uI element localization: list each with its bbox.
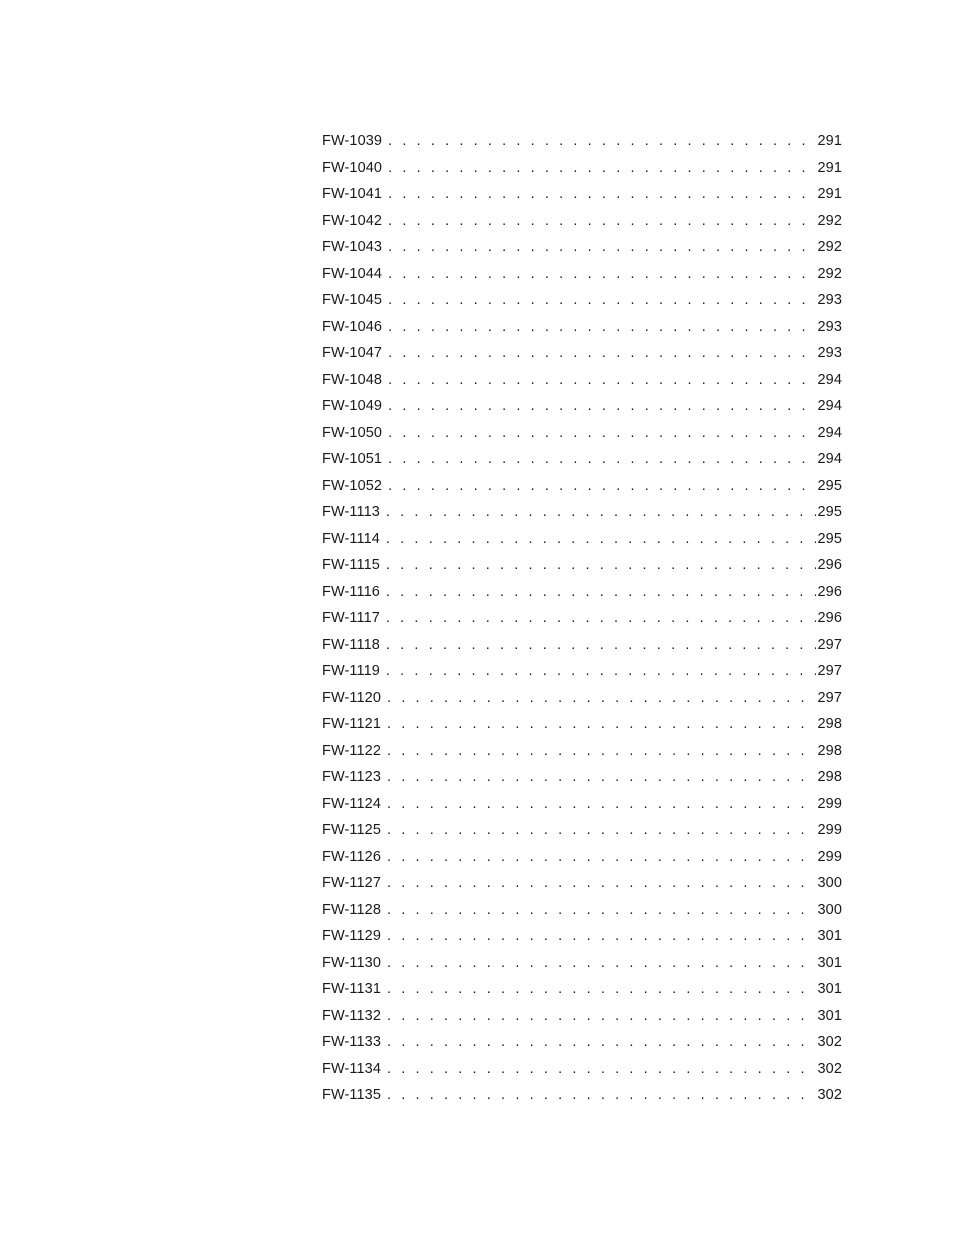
toc-entry-label: FW-1113 bbox=[322, 504, 380, 520]
toc-entry-page-number: 291 bbox=[817, 159, 842, 176]
toc-entry-label: FW-1135 bbox=[322, 1087, 381, 1103]
toc-entry-page-number: 297 bbox=[817, 689, 842, 706]
toc-entry-page-number: 300 bbox=[817, 901, 842, 918]
toc-entry-label: FW-1051 bbox=[322, 451, 383, 467]
toc-entry-page-number: 294 bbox=[817, 424, 842, 441]
toc-dot-leader bbox=[388, 478, 815, 494]
toc-entry[interactable] bbox=[322, 398, 842, 425]
toc-entry[interactable] bbox=[322, 345, 842, 372]
toc-dot-leader bbox=[387, 1061, 816, 1077]
toc-entry-label: FW-1129 bbox=[322, 928, 381, 944]
toc-dot-leader bbox=[387, 1087, 816, 1103]
toc-entry[interactable] bbox=[322, 160, 842, 187]
toc-entry-page-number: 294 bbox=[817, 451, 842, 467]
toc-entry[interactable] bbox=[322, 1008, 842, 1035]
toc-dot-leader bbox=[388, 160, 815, 176]
toc-entry[interactable] bbox=[322, 531, 842, 558]
toc-entry-page-number: 299 bbox=[817, 795, 842, 812]
toc-entry[interactable] bbox=[322, 637, 842, 664]
toc-entry-label: FW-1134 bbox=[322, 1060, 381, 1077]
toc-dot-leader bbox=[388, 319, 815, 335]
toc-entry-page-number: 296 bbox=[817, 610, 842, 626]
toc-dot-leader bbox=[387, 822, 816, 838]
toc-entry[interactable] bbox=[322, 690, 842, 717]
toc-entry-page-number: 299 bbox=[817, 848, 842, 865]
toc-entry-page-number: 299 bbox=[817, 822, 842, 838]
toc-entry[interactable] bbox=[322, 213, 842, 240]
toc-entry-page-number: 295 bbox=[817, 477, 842, 494]
toc-dot-leader bbox=[388, 398, 815, 414]
toc-entry-label: FW-1118 bbox=[322, 636, 380, 653]
toc-entry-label: FW-1131 bbox=[322, 981, 381, 997]
toc-entry-page-number: 297 bbox=[817, 663, 842, 679]
toc-entry[interactable] bbox=[322, 875, 842, 902]
toc-entry-label: FW-1042 bbox=[322, 212, 383, 229]
toc-dot-leader bbox=[387, 1034, 816, 1050]
toc-dot-leader bbox=[387, 743, 816, 759]
toc-entry-page-number: 302 bbox=[817, 1087, 842, 1103]
toc-entry[interactable] bbox=[322, 822, 842, 849]
toc-entry-page-number: 297 bbox=[817, 636, 842, 653]
toc-entry[interactable] bbox=[322, 557, 842, 584]
toc-entry-label: FW-1039 bbox=[322, 133, 383, 149]
toc-dot-leader bbox=[387, 955, 816, 971]
toc-entry-page-number: 300 bbox=[817, 875, 842, 891]
toc-entry[interactable] bbox=[322, 769, 842, 796]
toc-dot-leader bbox=[388, 425, 815, 441]
toc-dot-leader bbox=[388, 213, 815, 229]
toc-entry[interactable] bbox=[322, 981, 842, 1008]
toc-entry-page-number: 291 bbox=[817, 186, 842, 202]
toc-entry[interactable] bbox=[322, 239, 842, 266]
toc-entry[interactable] bbox=[322, 1061, 842, 1088]
toc-entry-page-number: 301 bbox=[817, 954, 842, 971]
toc-entry[interactable] bbox=[322, 902, 842, 929]
toc-dot-leader bbox=[386, 504, 816, 520]
toc-entry-label: FW-1045 bbox=[322, 292, 383, 308]
toc-entry[interactable] bbox=[322, 266, 842, 293]
toc-entry-page-number: 295 bbox=[817, 504, 842, 520]
toc-dot-leader bbox=[387, 875, 816, 891]
toc-dot-leader bbox=[387, 716, 816, 732]
toc-entry-label: FW-1128 bbox=[322, 901, 381, 918]
toc-dot-leader bbox=[386, 584, 816, 600]
toc-dot-leader bbox=[387, 690, 816, 706]
toc-entry-page-number: 302 bbox=[817, 1060, 842, 1077]
toc-entry-label: FW-1115 bbox=[322, 557, 380, 573]
toc-dot-leader bbox=[387, 902, 816, 918]
toc-entry[interactable] bbox=[322, 319, 842, 346]
toc-entry[interactable] bbox=[322, 743, 842, 770]
toc-dot-leader bbox=[387, 1008, 816, 1024]
toc-entry-label: FW-1041 bbox=[322, 186, 383, 202]
toc-entry-page-number: 298 bbox=[817, 742, 842, 759]
toc-dot-leader bbox=[388, 266, 815, 282]
toc-entry[interactable] bbox=[322, 186, 842, 213]
toc-entry[interactable] bbox=[322, 1087, 842, 1114]
toc-entry[interactable] bbox=[322, 928, 842, 955]
toc-entry-label: FW-1120 bbox=[322, 689, 381, 706]
toc-entry-label: FW-1048 bbox=[322, 371, 383, 388]
toc-entry[interactable] bbox=[322, 796, 842, 823]
toc-entry-page-number: 294 bbox=[817, 398, 842, 414]
toc-entry-page-number: 298 bbox=[817, 769, 842, 785]
toc-dot-leader bbox=[388, 239, 815, 255]
toc-entry-label: FW-1052 bbox=[322, 477, 383, 494]
toc-entry-page-number: 301 bbox=[817, 981, 842, 997]
toc-entry-page-number: 296 bbox=[817, 583, 842, 600]
toc-entry-page-number: 301 bbox=[817, 1007, 842, 1024]
toc-entry[interactable] bbox=[322, 504, 842, 531]
toc-entry[interactable] bbox=[322, 716, 842, 743]
toc-entry-label: FW-1046 bbox=[322, 318, 383, 335]
toc-entry-page-number: 301 bbox=[817, 928, 842, 944]
toc-entry-page-number: 298 bbox=[817, 716, 842, 732]
toc-entry-label: FW-1044 bbox=[322, 265, 383, 282]
toc-entry-label: FW-1040 bbox=[322, 159, 383, 176]
toc-entry[interactable] bbox=[322, 584, 842, 611]
toc-dot-leader bbox=[388, 186, 815, 202]
toc-entry[interactable] bbox=[322, 372, 842, 399]
toc-entry-page-number: 293 bbox=[817, 292, 842, 308]
toc-dot-leader bbox=[387, 928, 816, 944]
toc-dot-leader bbox=[388, 133, 815, 149]
toc-entry-label: FW-1116 bbox=[322, 583, 380, 600]
toc-dot-leader bbox=[388, 292, 815, 308]
toc-entry-page-number: 296 bbox=[817, 557, 842, 573]
toc-dot-leader bbox=[386, 637, 816, 653]
toc-entry-label: FW-1119 bbox=[322, 663, 380, 679]
toc-entry-page-number: 293 bbox=[817, 345, 842, 361]
toc-dot-leader bbox=[386, 663, 816, 679]
toc-dot-leader bbox=[388, 372, 815, 388]
toc-dot-leader bbox=[387, 769, 816, 785]
toc-entry[interactable] bbox=[322, 1034, 842, 1061]
toc-entry-label: FW-1133 bbox=[322, 1034, 381, 1050]
toc-dot-leader bbox=[387, 981, 816, 997]
toc-entry[interactable] bbox=[322, 955, 842, 982]
toc-entry-page-number: 302 bbox=[817, 1034, 842, 1050]
toc-entry[interactable] bbox=[322, 292, 842, 319]
table-of-contents bbox=[322, 133, 842, 1114]
toc-entry-page-number: 292 bbox=[817, 212, 842, 229]
toc-entry-label: FW-1117 bbox=[322, 610, 380, 626]
toc-entry[interactable] bbox=[322, 610, 842, 637]
toc-entry-page-number: 294 bbox=[817, 371, 842, 388]
toc-entry-label: FW-1122 bbox=[322, 742, 381, 759]
toc-entry[interactable] bbox=[322, 663, 842, 690]
toc-entry-page-number: 295 bbox=[817, 530, 842, 547]
toc-entry-label: FW-1123 bbox=[322, 769, 381, 785]
toc-dot-leader bbox=[388, 345, 815, 361]
toc-dot-leader bbox=[386, 557, 816, 573]
toc-entry[interactable] bbox=[322, 425, 842, 452]
toc-entry-label: FW-1114 bbox=[322, 530, 380, 547]
toc-entry[interactable] bbox=[322, 478, 842, 505]
toc-entry-label: FW-1126 bbox=[322, 848, 381, 865]
toc-dot-leader bbox=[388, 451, 815, 467]
toc-dot-leader bbox=[387, 796, 816, 812]
toc-entry[interactable] bbox=[322, 451, 842, 478]
toc-entry-page-number: 293 bbox=[817, 318, 842, 335]
toc-entry-page-number: 291 bbox=[817, 133, 842, 149]
toc-entry[interactable] bbox=[322, 849, 842, 876]
toc-entry-page-number: 292 bbox=[817, 239, 842, 255]
toc-entry-label: FW-1049 bbox=[322, 398, 383, 414]
toc-entry-label: FW-1127 bbox=[322, 875, 381, 891]
toc-entry-label: FW-1121 bbox=[322, 716, 381, 732]
toc-dot-leader bbox=[386, 610, 816, 626]
toc-entry-label: FW-1124 bbox=[322, 795, 381, 812]
toc-dot-leader bbox=[387, 849, 816, 865]
toc-entry-label: FW-1125 bbox=[322, 822, 381, 838]
toc-dot-leader bbox=[386, 531, 816, 547]
toc-entry-label: FW-1050 bbox=[322, 424, 383, 441]
toc-entry-label: FW-1043 bbox=[322, 239, 383, 255]
toc-entry-label: FW-1130 bbox=[322, 954, 381, 971]
toc-entry-label: FW-1047 bbox=[322, 345, 383, 361]
toc-entry-label: FW-1132 bbox=[322, 1007, 381, 1024]
toc-entry-page-number: 292 bbox=[817, 265, 842, 282]
toc-entry[interactable] bbox=[322, 133, 842, 160]
